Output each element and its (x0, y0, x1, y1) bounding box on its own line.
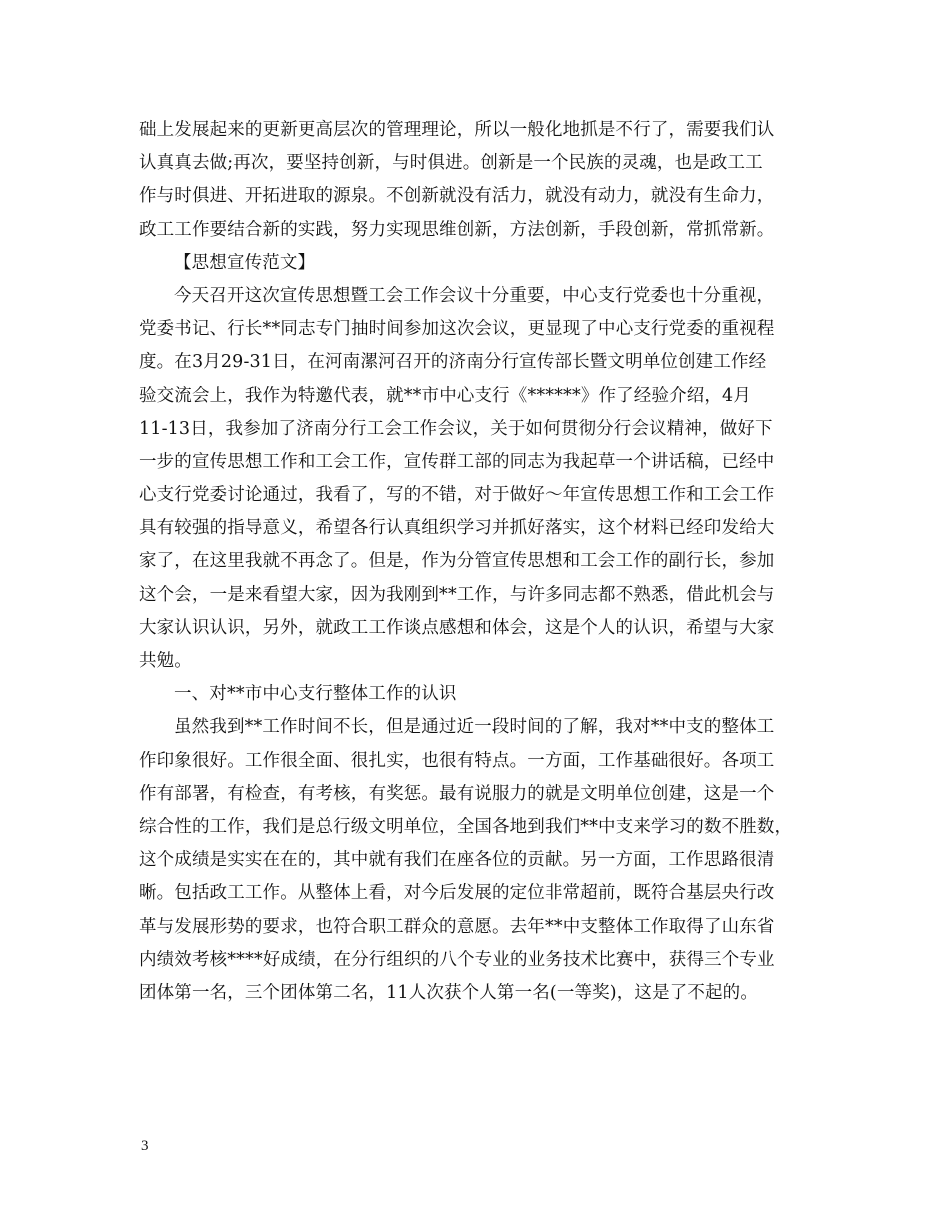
text-line: 虽然我到**工作时间不长，但是通过近一段时间的了解，我对**中支的整体工 (174, 717, 775, 738)
page-number: 3 (141, 1138, 149, 1154)
text-line: 础上发展起来的更新更高层次的管理理论，所以一般化地抓是不行了，需要我们认 (139, 120, 775, 140)
text-line: 11-13日，我参加了济南分行工会工作会议，关于如何贯彻分行会议精神，做好下 (139, 418, 773, 439)
text-line: 心支行党委讨论通过，我看了，写的不错，对于做好～年宣传思想工作和工会工作 (139, 485, 775, 506)
text-line: 具有较强的指导意义，希望各行认真组织学习并抓好落实，这个材料已经印发给大 (139, 518, 775, 539)
text-line: 这个会，一是来看望大家，因为我刚到**工作，与许多同志都不熟悉，借此机会与 (139, 584, 775, 605)
text-line: 党委书记、行长**同志专门抽时间参加这次会议，更显现了中心支行党委的重视程 (139, 319, 775, 340)
text-line: 政工工作要结合新的实践，努力实现思维创新，方法创新，手段创新，常抓常新。 (139, 219, 775, 240)
text-line: 一、对**市中心支行整体工作的认识 (174, 684, 457, 705)
text-line: 【思想宣传范文】 (174, 252, 316, 273)
text-line: 作与时俱进、开拓进取的源泉。不创新就没有活力，就没有动力，就没有生命力， (139, 186, 775, 207)
text-line: 认真真去做;再次，要坚持创新，与时俱进。创新是一个民族的灵魂，也是政工工 (139, 153, 763, 174)
text-line: 度。在3月29-31日，在河南漯河召开的济南分行宣传部长暨文明单位创建工作经 (139, 352, 767, 373)
text-line: 综合性的工作，我们是总行级文明单位，全国各地到我们**中支来学习的数不胜数， (139, 816, 793, 837)
text-line: 团体第一名，三个团体第二名，11人次获个人第一名(一等奖)，这是了不起的。 (139, 982, 758, 1003)
text-line: 作印象很好。工作很全面、很扎实，也很有特点。一方面，工作基础很好。各项工 (139, 750, 775, 771)
text-line: 革与发展形势的要求，也符合职工群众的意愿。去年**中支整体工作取得了山东省 (139, 916, 775, 937)
text-line: 作有部署，有检查，有考核，有奖惩。最有说服力的就是文明单位创建，这是一个 (139, 783, 775, 804)
text-line: 今天召开这次宣传思想暨工会工作会议十分重要，中心支行党委也十分重视， (174, 285, 775, 306)
text-line: 晰。包括政工工作。从整体上看，对今后发展的定位非常超前，既符合基层央行改 (139, 883, 775, 904)
text-line: 一步的宣传思想工作和工会工作，宣传群工部的同志为我起草一个讲话稿，已经中 (139, 451, 775, 472)
text-line: 家了，在这里我就不再念了。但是，作为分管宣传思想和工会工作的副行长，参加 (139, 551, 775, 572)
text-line: 内绩效考核****好成绩，在分行组织的八个专业的业务技术比赛中，获得三个专业 (139, 949, 775, 970)
text-line: 这个成绩是实实在在的，其中就有我们在座各位的贡献。另一方面，工作思路很清 (139, 850, 775, 871)
text-line: 共勉。 (139, 651, 192, 671)
text-line: 大家认识认识，另外，就政工工作谈点感想和体会，这是个人的认识，希望与大家 (139, 617, 775, 638)
body-text (139, 114, 819, 1010)
text-line: 验交流会上，我作为特邀代表，就**市中心支行《******》作了经验介绍，4月 (139, 385, 751, 406)
